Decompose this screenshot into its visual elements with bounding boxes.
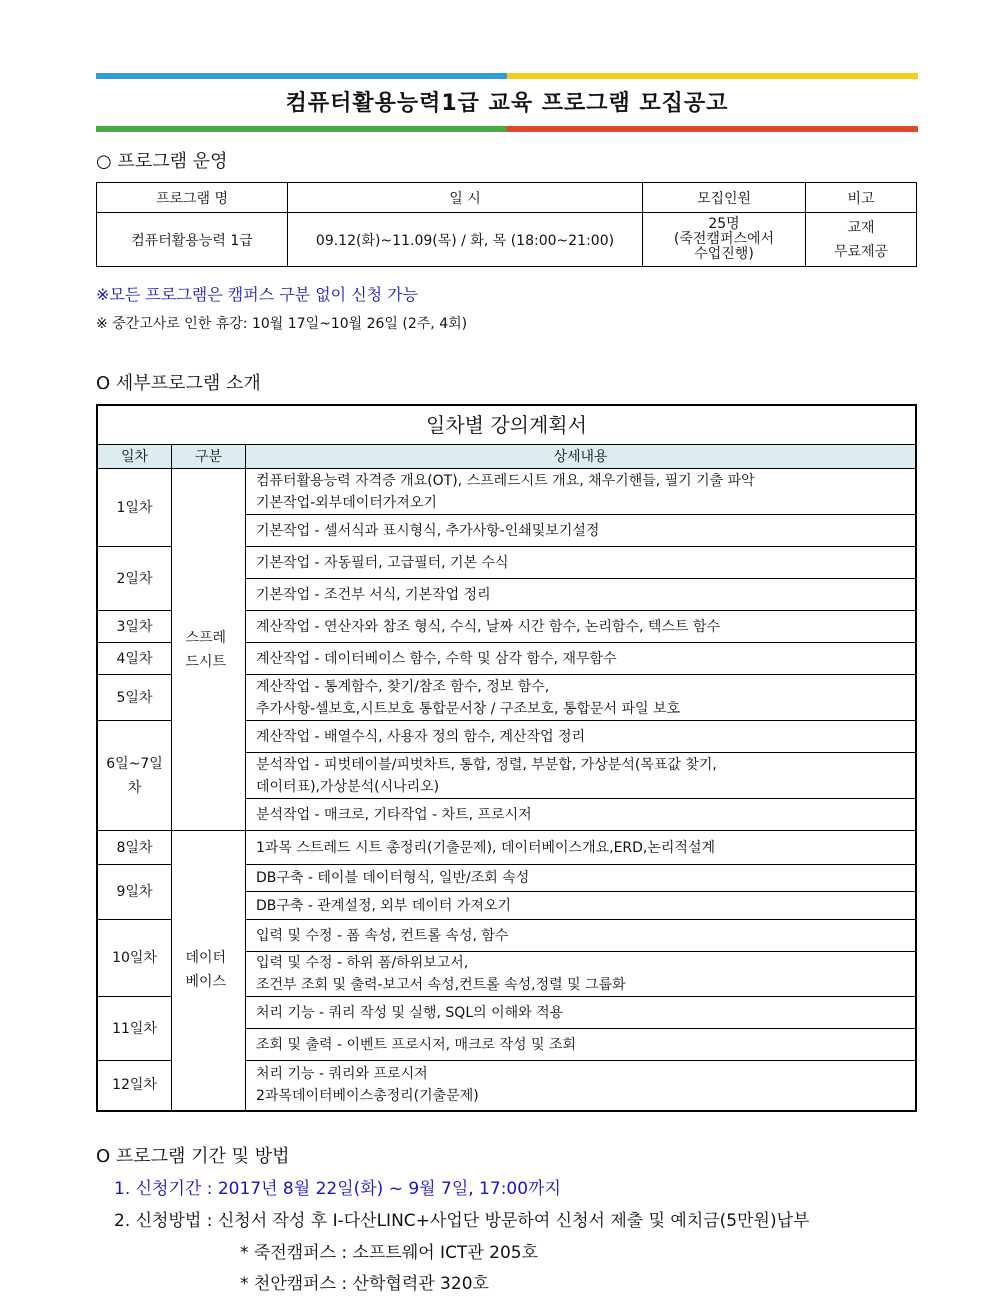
top-color-bar [96, 73, 918, 79]
top-bar-blue [96, 73, 507, 79]
header-program-name: 프로그램 명 [97, 183, 288, 213]
bottom-bar-green [96, 126, 507, 132]
detail-line: 분석작업 - 피벗테이블/피벗차트, 통합, 정렬, 부분합, 가상분석(목표값 찾기, [256, 756, 717, 773]
capacity-line-3: 수업진행) [694, 246, 754, 262]
category-cell-database [172, 831, 246, 1111]
detail-line: 입력 및 수정 - 하위 폼/하위보고서, [256, 955, 469, 971]
detail-line: 계산작업 - 통계함수, 찾기/참조 함수, 정보 함수, [256, 678, 550, 695]
top-bar-yellow [507, 73, 918, 79]
lecture-plan-caption: 일차별 강의계획서 [97, 405, 916, 445]
day-cell: 1일차 [97, 469, 172, 547]
lecture-plan-header-row [97, 445, 916, 469]
detail-line: 추가사항-셀보호,시트보호 통합문서창 / 구조보호, 통합문서 파일 보호 [256, 700, 681, 717]
day-cell: 5일차 [97, 675, 172, 721]
day-label: 6일~7일 차 [106, 755, 163, 796]
detail-cell: 조회 및 출력 - 이벤트 프로시저, 매크로 작성 및 조회 [246, 1029, 917, 1061]
detail-cell [246, 469, 917, 515]
capacity-line-1: 25명 [708, 216, 740, 232]
detail-cell: DB구축 - 테이블 데이터형식, 일반/조회 속성 [246, 865, 917, 892]
section-heading-detail: O 세부프로그램 소개 [96, 373, 261, 394]
day-cell: 4일차 [97, 643, 172, 675]
detail-line: 기본작업-외부데이터가져오기 [256, 494, 437, 511]
capacity-line-2: (죽전캠퍼스에서 [673, 231, 775, 247]
application-method: 2. 신청방법 : 신청서 작성 후 I-다산LINC+사업단 방문하여 신청서 제출 및 예치금(5만원)납부 [114, 1211, 810, 1231]
detail-line: 컴퓨터활용능력 자격증 개요(OT), 스프레드시트 개요, 채우기핸들, 필기 기출 파악 [256, 472, 755, 489]
detail-cell: 1과목 스트레드 시트 총정리(기출문제), 데이터베이스개요,ERD,논리적설계 [246, 831, 917, 865]
day-cell: 9일차 [97, 865, 172, 920]
bottom-bar-red [507, 126, 918, 132]
application-period: 1. 신청기간 : 2017년 8월 22일(화) ~ 9월 7일, 17:00까지 [114, 1179, 561, 1199]
operation-table-header [97, 183, 917, 213]
campus-jukjeon: * 죽전캠퍼스 : 소프트웨어 ICT관 205호 [240, 1243, 539, 1263]
schedule-cell: 09.12(화)~11.09(목) / 화, 목 (18:00~21:00) [288, 213, 643, 267]
day-cell: 3일차 [97, 611, 172, 643]
detail-cell [246, 675, 917, 721]
header-capacity: 모집인원 [643, 183, 806, 213]
day-cell: 11일차 [97, 997, 172, 1061]
detail-cell: 처리 기능 - 쿼리 작성 및 실행, SQL의 이해와 적용 [246, 997, 917, 1029]
detail-line: 데이터표),가상분석(시나리오) [256, 778, 440, 795]
detail-cell [246, 952, 917, 997]
lecture-plan-caption-row [97, 405, 916, 445]
note-line-1: 교재 [847, 219, 875, 236]
detail-cell: 기본작업 - 자동필터, 고급필터, 기본 수식 [246, 547, 917, 579]
day-cell: 10일차 [97, 920, 172, 997]
detail-cell: 계산작업 - 배열수식, 사용자 정의 함수, 계산작업 정리 [246, 721, 917, 753]
detail-line: 처리 기능 - 쿼리와 프로시저 [256, 1066, 428, 1083]
header-note: 비고 [806, 183, 917, 213]
note-line-2: 무료제공 [833, 243, 889, 260]
category-label: 스프레 드시트 [185, 629, 227, 670]
campus-cheonan: * 천안캠퍼스 : 산학협력관 320호 [240, 1274, 489, 1294]
operation-table [96, 182, 917, 267]
day-cell: 12일차 [97, 1061, 172, 1111]
day-cell: 2일차 [97, 547, 172, 611]
detail-cell: 입력 및 수정 - 폼 속성, 컨트롤 속성, 함수 [246, 920, 917, 952]
detail-cell: 기본작업 - 조건부 서식, 기본작업 정리 [246, 579, 917, 611]
section-heading-period: O 프로그램 기간 및 방법 [96, 1146, 290, 1167]
table-row [97, 831, 916, 865]
header-day: 일차 [97, 445, 172, 469]
section-heading-operation: ○ 프로그램 운영 [96, 151, 228, 172]
detail-cell [246, 753, 917, 799]
page-title: 컴퓨터활용능력1급 교육 프로그램 모집공고 [285, 91, 729, 116]
notice-break: ※ 중간고사로 인한 휴강: 10월 17일~10월 26일 (2주, 4회) [96, 316, 468, 332]
category-cell-spreadsheet [172, 469, 246, 831]
program-name-cell: 컴퓨터활용능력 1급 [97, 213, 288, 267]
category-label: 데이터 베이스 [185, 950, 227, 991]
table-row [97, 469, 916, 515]
day-cell: 8일차 [97, 831, 172, 865]
header-detail: 상세내용 [246, 445, 917, 469]
note-cell [806, 213, 917, 267]
day-cell [97, 721, 172, 831]
detail-line: 2과목데이터베이스총정리(기출문제) [256, 1088, 479, 1105]
detail-cell: 계산작업 - 연산자와 참조 형식, 수식, 날짜 시간 함수, 논리함수, 텍스트 함수 [246, 611, 917, 643]
detail-line: 조건부 조회 및 출력-보고서 속성,컨트롤 속성,정렬 및 그룹화 [256, 977, 626, 993]
header-schedule: 일 시 [288, 183, 643, 213]
detail-cell: DB구축 - 관계설정, 외부 데이터 가져오기 [246, 892, 917, 920]
capacity-cell [643, 213, 806, 267]
detail-cell: 분석작업 - 매크로, 기타작업 - 차트, 프로시저 [246, 799, 917, 831]
bottom-color-bar [96, 126, 918, 132]
lecture-plan-table [96, 404, 917, 1112]
detail-cell [246, 1061, 917, 1111]
detail-cell: 계산작업 - 데이터베이스 함수, 수학 및 삼각 함수, 재무함수 [246, 643, 917, 675]
operation-table-row [97, 213, 917, 267]
notice-all-campus: ※모든 프로그램은 캠퍼스 구분 없이 신청 가능 [96, 285, 419, 304]
header-category: 구분 [172, 445, 246, 469]
detail-cell: 기본작업 - 셀서식과 표시형식, 추가사항-인쇄및보기설정 [246, 515, 917, 547]
